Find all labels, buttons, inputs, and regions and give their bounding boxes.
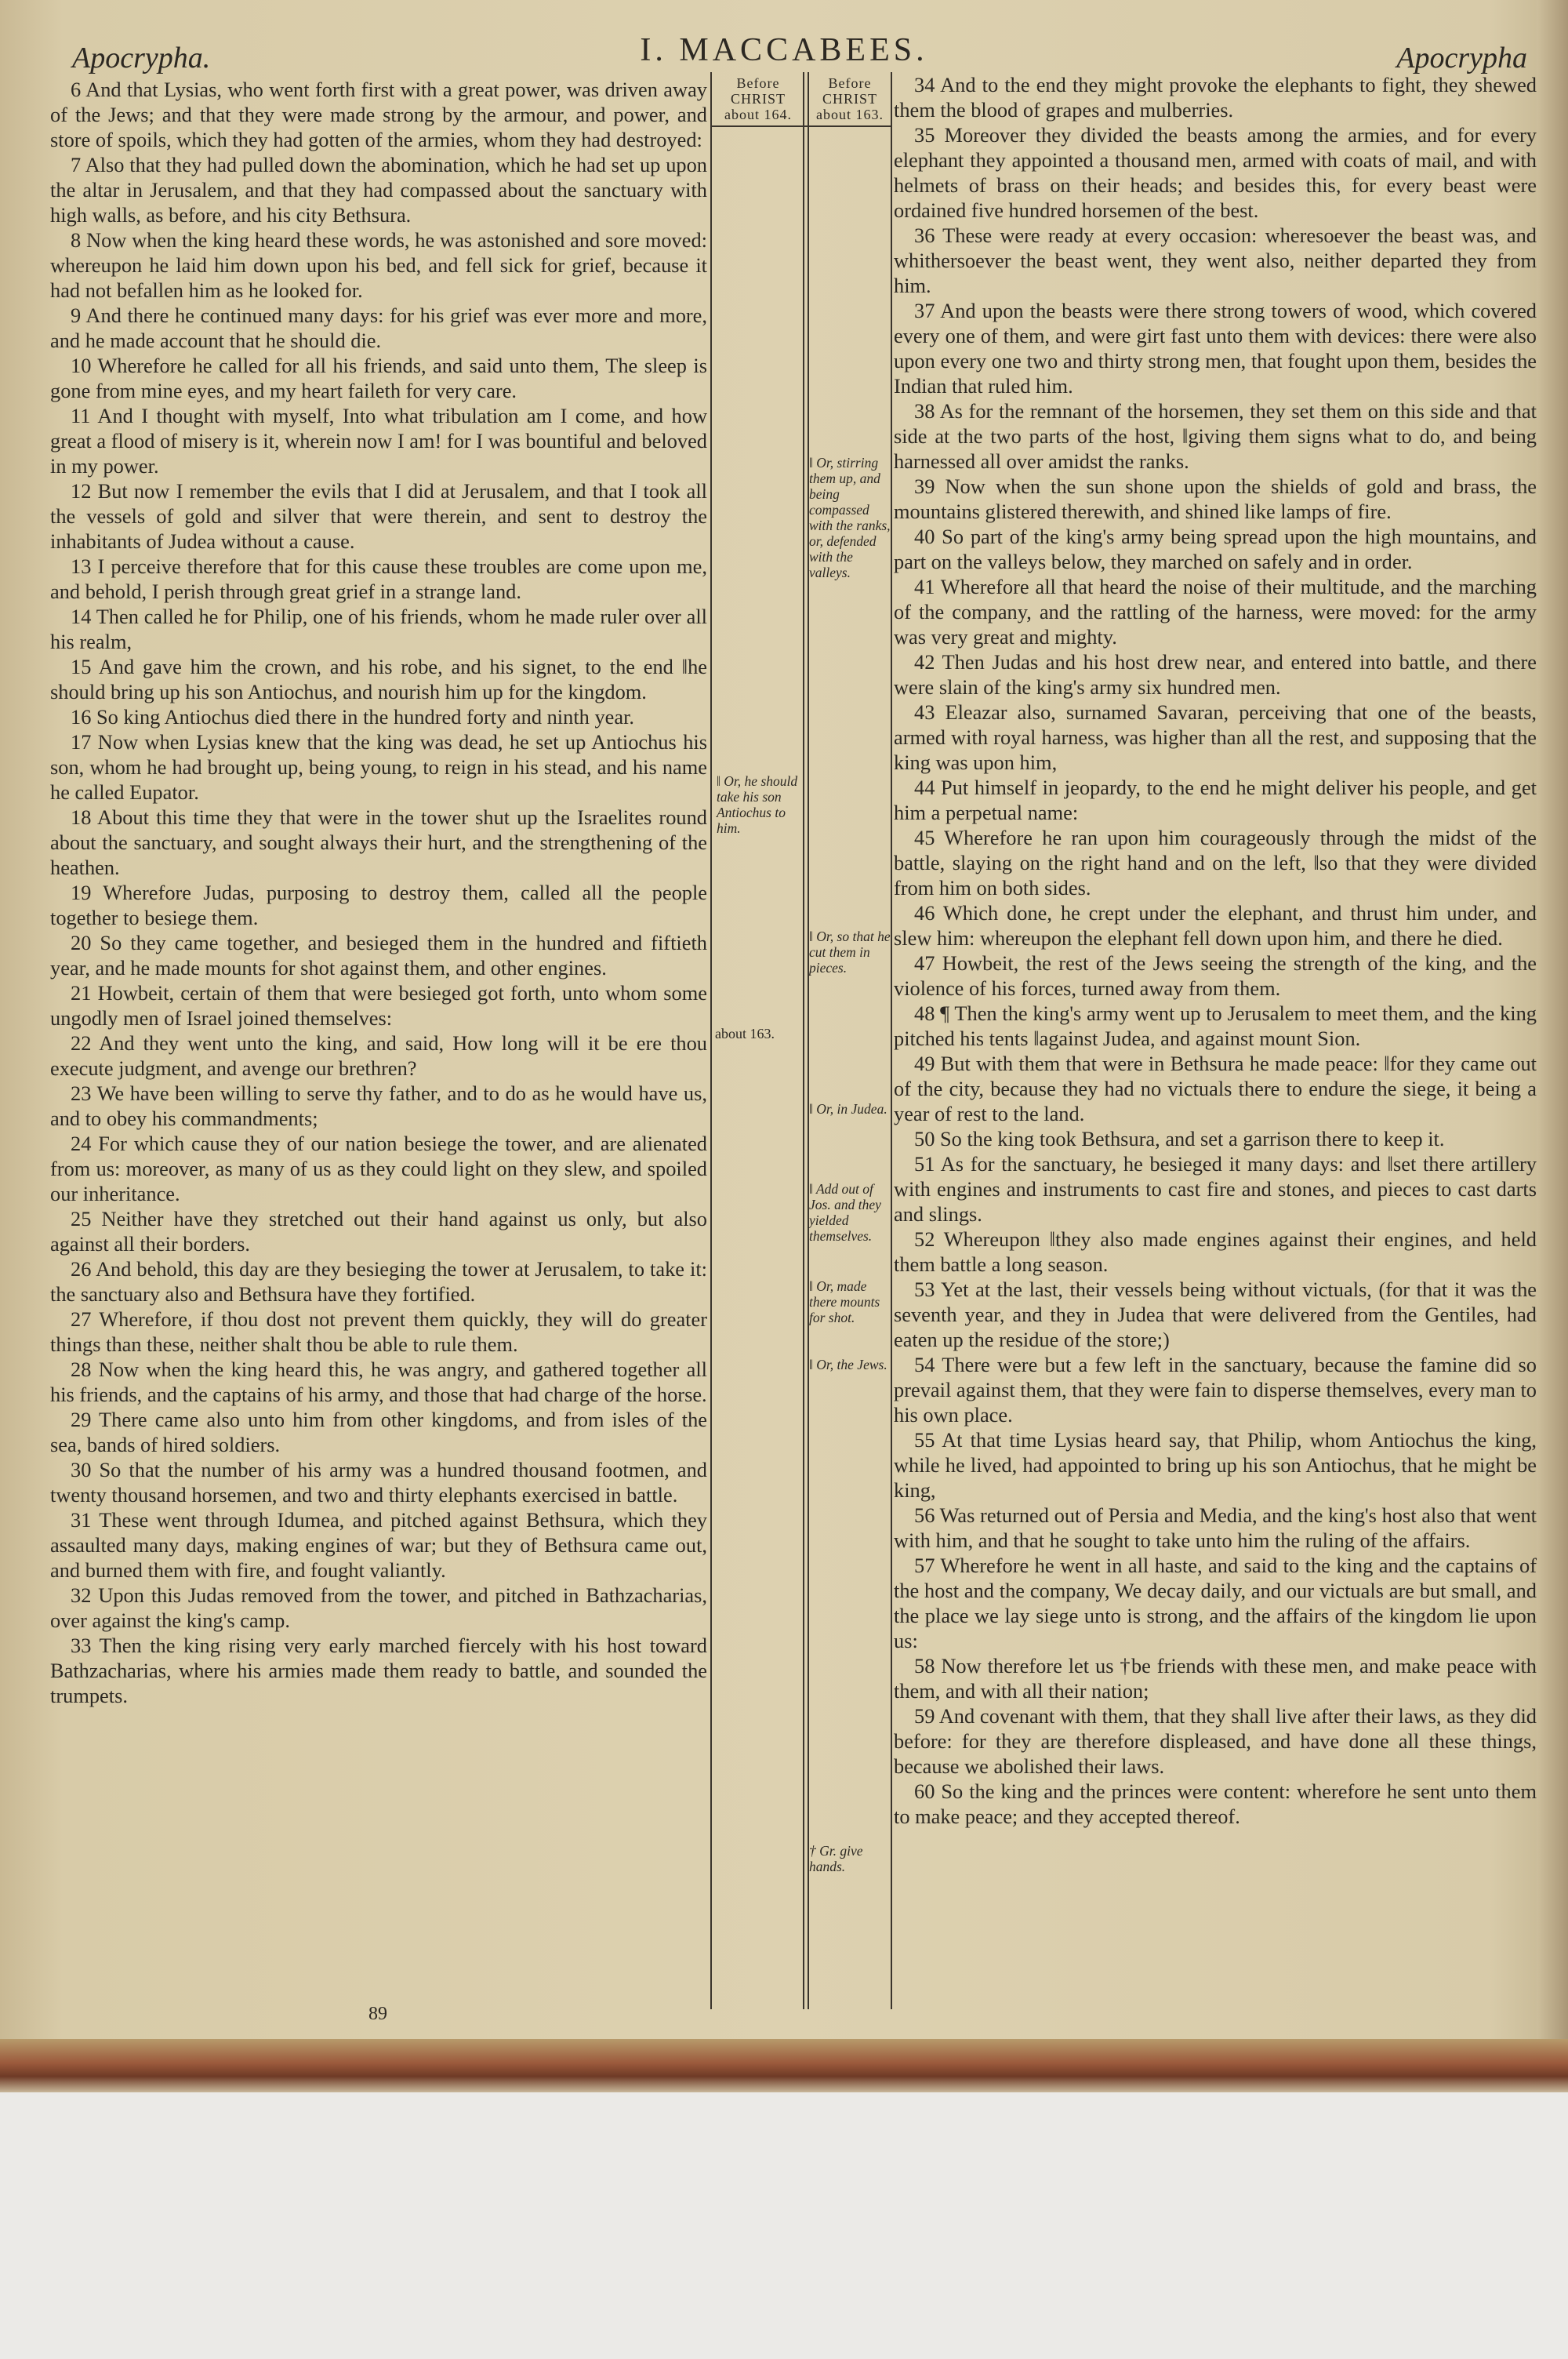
verse: 59 And covenant with them, that they shall live after their laws, as they did before: for they are therefore displeased, and have done all these things, because we abolished their laws. [894, 1704, 1537, 1778]
verse: 43 Eleazar also, surnamed Savaran, perceiving that one of the beasts, armed with royal harness, was higher than all the rest, and supposing that the king was upon him, [894, 700, 1537, 774]
verse: 17 Now when Lysias knew that the king was dead, he set up Antiochus his son, whom he had brought up, being young, to reign in his stead, and his name he called Eupator. [50, 730, 707, 804]
verse: 48 ¶ Then the king's army went up to Jerusalem to meet them, and the king pitched his tents ‖against Judea, and against mount Sion. [894, 1001, 1537, 1050]
margin-note: ‖ Or, in Judea. [809, 1101, 887, 1117]
verse: 36 These were ready at every occasion: wheresoever the beast was, and whithersoever the beast went, they went also, neither departed they from him. [894, 224, 1537, 297]
verse: 41 Wherefore all that heard the noise of their multitude, and the marching of the company, and the rattling of the harness, were moved: for the army was very great and mighty. [894, 575, 1537, 649]
running-header [0, 31, 1568, 78]
chronology-year: about 163. [816, 107, 884, 122]
verse: 22 And they went unto the king, and said, How long will it be ere thou execute judgment, and avenge our brethren? [50, 1031, 707, 1080]
margin-note: ‖ Add out of Jos. and they yielded themselves. [809, 1181, 881, 1244]
chronology-year: about 164. [724, 107, 792, 122]
verse: 46 Which done, he crept under the elephant, and thrust him under, and slew him: whereupon the elephant fell down upon him, and there he died. [894, 901, 1537, 950]
verse: 47 Howbeit, the rest of the Jews seeing the strength of the king, and the violence of his forces, turned away from them. [894, 951, 1537, 1000]
verse: 21 Howbeit, certain of them that were besieged got forth, unto whom some ungodly men of Israel joined themselves: [50, 981, 707, 1030]
verse: 34 And to the end they might provoke the elephants to fight, they shewed them the blood of grapes and mulberries. [894, 73, 1537, 122]
chronology-label: CHRIST [730, 91, 786, 107]
verse: 38 As for the remnant of the horsemen, they set them on this side and that side at the two parts of the host, ‖giving them signs what to do, and being harnessed all over amidst the ranks. [894, 399, 1537, 473]
verse: 29 There came also unto him from other kingdoms, and from isles of the sea, bands of hired soldiers. [50, 1408, 707, 1456]
chronology-underline [710, 125, 892, 127]
verse: 51 As for the sanctuary, he besieged it many days: and ‖set there artillery with engines and instruments to cast fire and stones, and pieces to cast darts and slings. [894, 1152, 1537, 1226]
verse: 18 About this time they that were in the tower shut up the Israelites round about the sanctuary, and sought always their hurt, and the strengthening of the heathen. [50, 805, 707, 879]
verse: 57 Wherefore he went in all haste, and said to the king and the captains of the host and the company, We decay daily, and our victuals are but small, and the place we lay siege unto is strong, and the affairs of the kingdom lie upon us: [894, 1554, 1537, 1652]
verse: 37 And upon the beasts were there strong towers of wood, which covered every one of them, and were girt fast unto them with devices: there were also upon every one two and thirty strong men, that fought upon them, besides the Indian that ruled him. [894, 299, 1537, 398]
margin-note: ‖ Or, so that he cut them in pieces. [809, 929, 891, 976]
verse: 45 Wherefore he ran upon him courageously through the midst of the battle, slaying on the right hand and on the left, ‖so that they were divided from him on both sides. [894, 826, 1537, 900]
verse: 54 There were but a few left in the sanctuary, because the famine did so prevail against them, that they were fain to disperse themselves, every man to his own place. [894, 1353, 1537, 1427]
margin-note: ‖ Or, he should take his son Antiochus to him. [717, 773, 798, 836]
margin-note: ‖ Or, stirring them up, and being compassed with the ranks, or, defended with the valleys. [809, 455, 891, 580]
margin-note: ‖ Or, the Jews. [809, 1357, 887, 1372]
verse: 9 And there he continued many days: for his grief was ever more and more, and he made account that he should die. [50, 304, 707, 352]
header-right: Apocrypha [1396, 42, 1527, 75]
verse: 12 But now I remember the evils that I did at Jerusalem, and that I took all the vessels of gold and silver that were therein, and sent to destroy the inhabitants of Judea without a cause. [50, 479, 707, 553]
page-number: 89 [368, 2004, 387, 2024]
header-left: Apocrypha. [72, 42, 211, 75]
chronology-marker: about 163. [715, 1026, 775, 1041]
margin-note: † Gr. give hands. [809, 1843, 863, 1874]
verse: 33 Then the king rising very early marched fiercely with his host toward Bathzacharias, where his armies made them ready to battle, and sounded the trumpets. [50, 1634, 707, 1707]
margin-rule-mid-b [808, 72, 809, 2009]
verse: 56 Was returned out of Persia and Media, and the king's host also that went with him, and that he sought to take unto him the ruling of the affairs. [894, 1503, 1537, 1552]
chronology-box-right [811, 75, 889, 122]
verse: 14 Then called he for Philip, one of his friends, whom he made ruler over all his realm, [50, 605, 707, 653]
left-column [50, 77, 707, 1708]
verse: 26 And behold, this day are they besieging the tower at Jerusalem, to take it: the sanctuary also and Bethsura have they fortified. [50, 1257, 707, 1306]
verse: 28 Now when the king heard this, he was angry, and gathered together all his friends, and the captains of his army, and those that had charge of the horse. [50, 1358, 707, 1406]
page-edge-right [1537, 0, 1568, 2102]
margin-note: ‖ Or, made there mounts for shot. [809, 1278, 880, 1325]
header-title: I. MACCABEES. [640, 32, 928, 68]
verse: 15 And gave him the crown, and his robe, and his signet, to the end ‖he should bring up his son Antiochus, and nourish him up for the kingdom. [50, 655, 707, 703]
chronology-label: Before [828, 75, 872, 91]
verse: 8 Now when the king heard these words, he was astonished and sore moved: whereupon he laid him down upon his bed, and fell sick for grief, because it had not befallen him as he looked for. [50, 228, 707, 302]
chronology-label: CHRIST [822, 91, 877, 107]
verse: 50 So the king took Bethsura, and set a garrison there to keep it. [914, 1127, 1445, 1150]
verse: 35 Moreover they divided the beasts among the armies, and for every elephant they appointed a thousand men, armed with coats of mail, and with helmets of brass on their heads; and besides this, for every beast were ordained five hundred horsemen of the best. [894, 123, 1537, 222]
verse: 25 Neither have they stretched out their hand against us only, but also against all their borders. [50, 1207, 707, 1256]
verse: 58 Now therefore let us †be friends with these men, and make peace with them, and with all their nation; [894, 1654, 1537, 1703]
verse: 13 I perceive therefore that for this cause these troubles are come upon me, and behold, I perish through great grief in a strange land. [50, 554, 707, 603]
verse: 10 Wherefore he called for all his friends, and said unto them, The sleep is gone from mine eyes, and my heart faileth for very care. [50, 354, 707, 402]
verse: 39 Now when the sun shone upon the shields of gold and brass, the mountains glistered therewith, and shined like lamps of fire. [894, 474, 1537, 523]
verse: 16 So king Antiochus died there in the hundred forty and ninth year. [71, 705, 635, 729]
margin-rule-left [710, 72, 712, 2009]
chronology-label: Before [736, 75, 780, 91]
verse: 24 For which cause they of our nation besiege the tower, and are alienated from us: moreover, as many of us as they could light on they slew, and spoiled our inheritance. [50, 1132, 707, 1205]
background-surface [0, 2092, 1568, 2359]
margin-rule-right [891, 72, 892, 2009]
verse: 6 And that Lysias, who went forth first with a great power, was driven away of the Jews; and that they were made strong by the armour, and power, and store of spoils, which they had gotten of the armies, whom they had destroyed: [50, 78, 707, 151]
verse: 30 So that the number of his army was a hundred thousand footmen, and twenty thousand horsemen, and two and thirty elephants exercised in battle. [50, 1458, 707, 1507]
verse: 7 Also that they had pulled down the abomination, which he had set up upon the altar in Jerusalem, and that they had compassed about the sanctuary with high walls, as before, and his city Bethsura. [50, 153, 707, 227]
verse: 53 Yet at the last, their vessels being without victuals, (for that it was the seventh year, and they in Judea that were delivered from the Gentiles, had eaten up the residue of the store;) [894, 1278, 1537, 1351]
margin-rule-mid-a [803, 72, 804, 2009]
verse: 42 Then Judas and his host drew near, and entered into battle, and there were slain of the king's army six hundred men. [894, 650, 1537, 699]
chronology-box-left [715, 75, 801, 122]
verse: 40 So part of the king's army being spread upon the high mountains, and part on the valleys below, they marched on safely and in order. [894, 525, 1537, 573]
verse: 49 But with them that were in Bethsura he made peace: ‖for they came out of the city, because they had no victuals there to endure the siege, it being a year of rest to the land. [894, 1052, 1537, 1125]
verse: 23 We have been willing to serve thy father, and to do as he would have us, and to obey his commandments; [50, 1081, 707, 1130]
verse: 44 Put himself in jeopardy, to the end he might deliver his people, and get him a perpetual name: [894, 776, 1537, 824]
verse: 27 Wherefore, if thou dost not prevent them quickly, they will do greater things than these, neither shalt thou be able to rule them. [50, 1307, 707, 1356]
right-column [894, 72, 1537, 1829]
verse: 20 So they came together, and besieged them in the hundred and fiftieth year, and he made mounts for shot against them, and other engines. [50, 931, 707, 980]
verse: 32 Upon this Judas removed from the tower, and pitched in Bathzacharias, over against the king's camp. [50, 1583, 707, 1632]
verse: 55 At that time Lysias heard say, that Philip, whom Antiochus the king, while he lived, had appointed to bring up his son Antiochus, that he might be king, [894, 1428, 1537, 1502]
verse: 11 And I thought with myself, Into what tribulation am I come, and how great a flood of misery is it, wherein now I am! for I was bountiful and beloved in my power. [50, 404, 707, 478]
verse: 19 Wherefore Judas, purposing to destroy them, called all the people together to besiege them. [50, 881, 707, 929]
verse: 31 These went through Idumea, and pitched against Bethsura, which they assaulted many days, making engines of war; but they of Bethsura came out, and burned them with fire, and fought valiantly. [50, 1508, 707, 1582]
verse: 60 So the king and the princes were content: wherefore he sent unto them to make peace; and they accepted thereof. [894, 1779, 1537, 1828]
book-binding-edge [0, 2039, 1568, 2092]
verse: 52 Whereupon ‖they also made engines against their engines, and held them battle a long season. [894, 1227, 1537, 1276]
